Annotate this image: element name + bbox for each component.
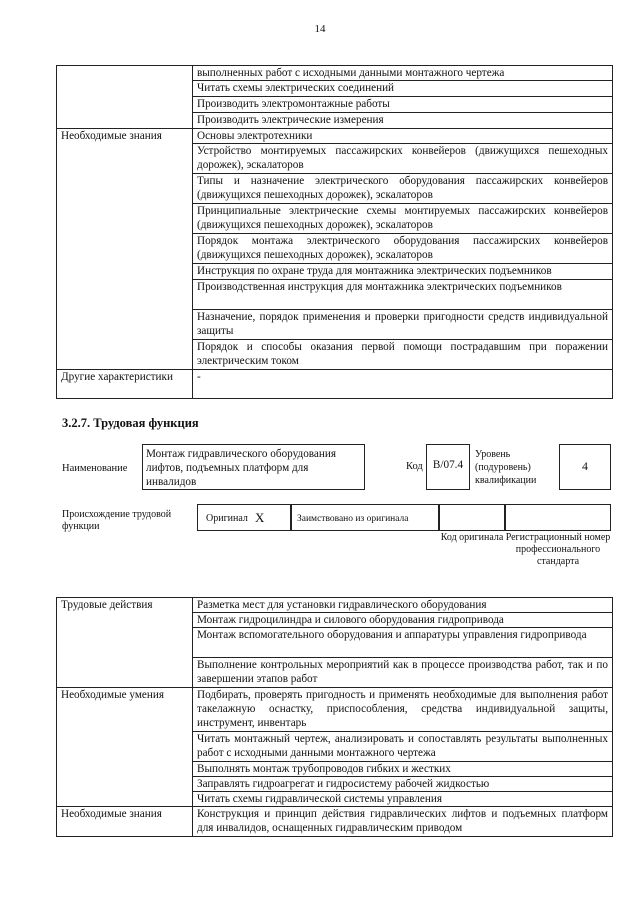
level-box [559, 444, 611, 490]
table-cell: Основы электротехники [193, 129, 613, 144]
original-label: Оригинал [206, 513, 248, 524]
row-label-skills: Необходимые умения [57, 688, 193, 807]
function-code-box [426, 444, 470, 490]
table-cell: Читать монтажный чертеж, анализировать и сопоставлять результаты выполненных работ с исходными данными монтажного чертежа [193, 732, 613, 762]
origin-original-box [197, 504, 291, 531]
function-name-value: Монтаж гидравлического оборудования лифтов, подъемных платформ для инвалидов [146, 448, 337, 488]
labor-function-table [56, 597, 613, 837]
table-cell: Производить электрические измерения [193, 113, 613, 129]
function-code-value: B/07.4 [432, 459, 464, 471]
row-label-actions: Трудовые действия [57, 598, 193, 688]
table-cell: Порядок монтажа электрического оборудования пассажирских конвейеров (движущихся пешеходных дорожек), эскалаторов [193, 234, 613, 264]
table-cell: Подбирать, проверять пригодность и применять необходимые для выполнения работ такелажную оснастку, приспособления, средства индивидуальной защиты, инструмент, инвентарь [193, 688, 613, 732]
table-cell: Типы и назначение электрического оборудования пассажирских конвейеров (движущихся пешеходных дорожек), эскалаторов [193, 174, 613, 204]
reg-caption: Регистрационный номер профессионального стандарта [505, 532, 611, 567]
table-cell: Конструкция и принцип действия гидравлических лифтов и подъемных платформ для инвалидов, оснащенных гидравлическим приводом [193, 807, 613, 837]
code-label: Код [406, 461, 423, 472]
table-cell: Разметка мест для установки гидравлического оборудования [193, 598, 613, 613]
borrowed-label: Заимствовано из оригинала [297, 514, 409, 524]
row-label-knowledge: Необходимые знания [57, 129, 193, 370]
origin-label: Происхождение трудовой функции [62, 509, 172, 532]
knowledge-table-continued [56, 65, 613, 399]
row-label [57, 66, 193, 129]
table-cell: Заправлять гидроагрегат и гидросистему рабочей жидкостью [193, 777, 613, 792]
table-cell: Принципиальные электрические схемы монтируемых пассажирских конвейеров (движущихся пешеходных дорожек), эскалаторов [193, 204, 613, 234]
origin-borrowed-box [291, 504, 439, 531]
table-cell: Порядок и способы оказания первой помощи пострадавшим при поражении электрическим током [193, 340, 613, 370]
table-cell: Назначение, порядок применения и проверки пригодности средств индивидуальной защиты [193, 310, 613, 340]
table-cell: Производственная инструкция для монтажника электрических подъемников [193, 280, 613, 310]
table-cell: выполненных работ с исходными данными монтажного чертежа [193, 66, 613, 81]
level-label: Уровень (подуровень) квалификации [475, 449, 537, 486]
page-number: 14 [314, 23, 326, 35]
name-label: Наименование [62, 463, 128, 474]
table-cell: Производить электромонтажные работы [193, 97, 613, 113]
table-cell: Выполнение контрольных мероприятий как в процессе производства работ, так и по завершении этапов работ [193, 658, 613, 688]
table-cell: Читать схемы электрических соединений [193, 81, 613, 97]
origin-code-box [439, 504, 505, 531]
table-cell: Монтаж гидроцилиндра и силового оборудования гидропривода [193, 613, 613, 628]
table-cell: Инструкция по охране труда для монтажника электрических подъемников [193, 264, 613, 280]
row-label-knowledge-2: Необходимые знания [57, 807, 193, 837]
function-name-box [142, 444, 365, 490]
origin-reg-box [505, 504, 611, 531]
code-caption: Код оригинала [440, 532, 504, 543]
level-value: 4 [582, 459, 588, 473]
table-cell: - [193, 370, 613, 399]
original-mark: X [255, 510, 265, 525]
table-cell: Читать схемы гидравлической системы управления [193, 792, 613, 807]
table-cell: Устройство монтируемых пассажирских конвейеров (движущихся пешеходных дорожек), эскалаторов [193, 144, 613, 174]
row-label-other: Другие характеристики [57, 370, 193, 399]
table-cell: Выполнять монтаж трубопроводов гибких и жестких [193, 762, 613, 777]
table-cell: Монтаж вспомогательного оборудования и аппаратуры управления гидропривода [193, 628, 613, 658]
section-title: 3.2.7. Трудовая функция [62, 416, 199, 430]
